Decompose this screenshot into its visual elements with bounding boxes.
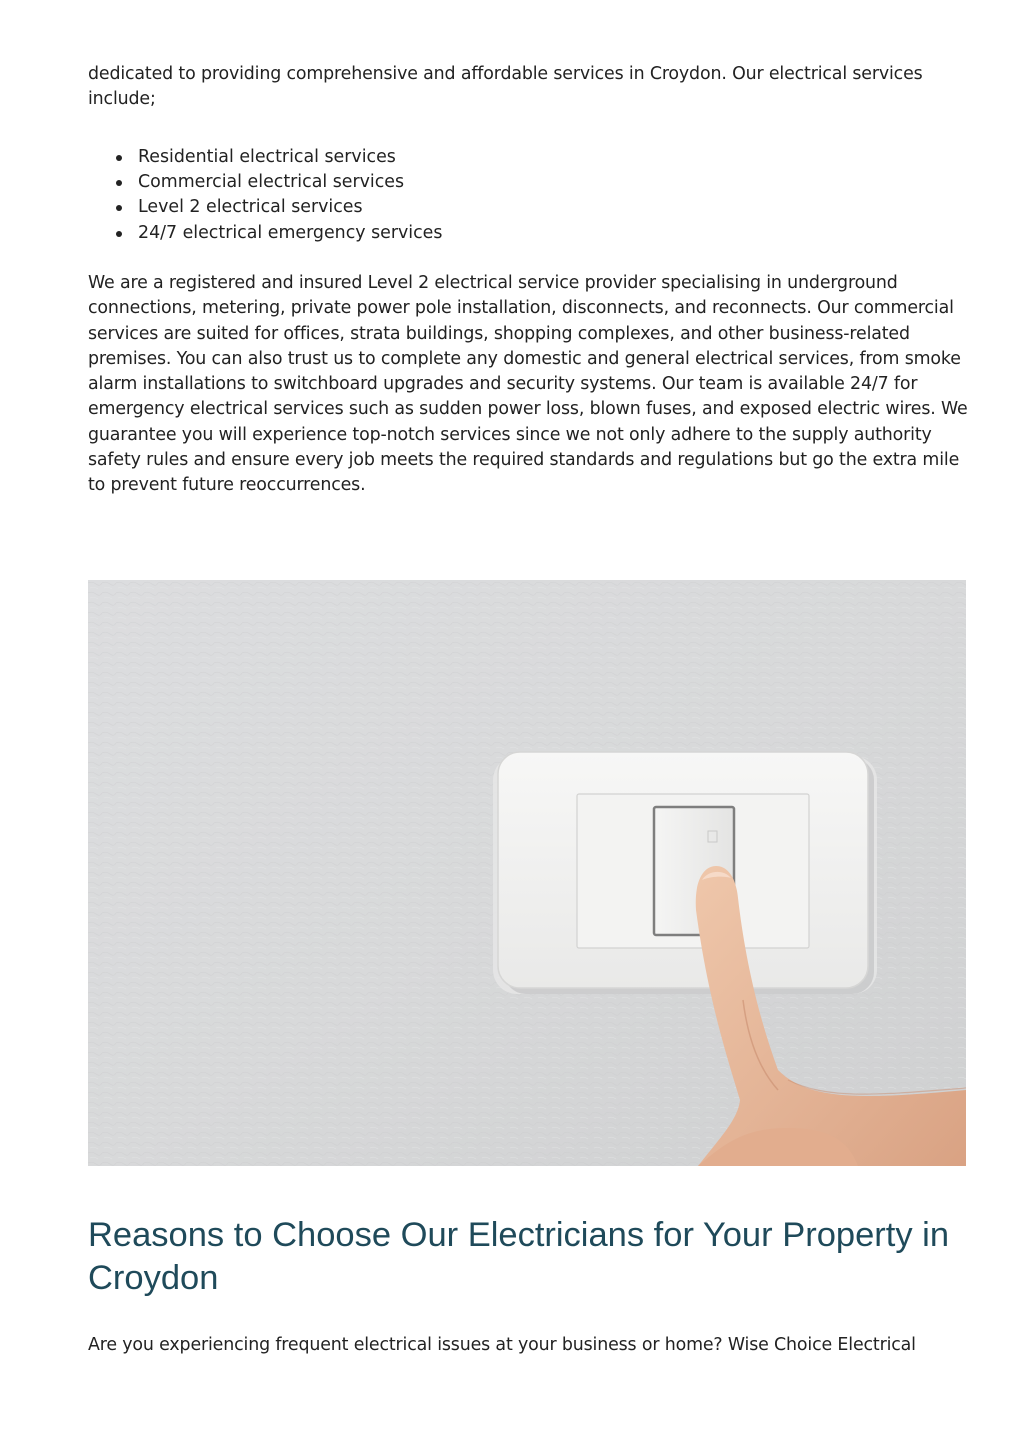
services-description-paragraph: We are a registered and insured Level 2 electrical service provider specialising in underground connections, metering, private power pole installation, disconnects, and reconnects. Our commercial services are suited for offices, strata buildings, shopping complexes, and other business-related premises. You can also trust us to complete any domestic and general electrical services, from smoke alarm installations to switchboard upgrades and security systems. Our team is available 24/7 for emergency electrical services such as sudden power loss, blown fuses, and exposed electric wires. We guarantee you will experience top-notch services since we not only adhere to the supply authority safety rules and ensure every job meets the required standards and regulations but go the extra mile to prevent future reoccurrences. — [88, 273, 968, 496]
intro-paragraph: dedicated to providing comprehensive and affordable services in Croydon. Our electrical services include; — [88, 64, 923, 110]
services-list — [88, 145, 442, 246]
closing-paragraph: Are you experiencing frequent electrical issues at your business or home? Wise Choice Electrical — [88, 1335, 916, 1355]
section-heading: Reasons to Choose Our Electricians for Your Property in Croydon — [88, 1216, 950, 1297]
list-item: 24/7 electrical emergency services — [138, 221, 442, 246]
list-item: Level 2 electrical services — [138, 195, 442, 220]
light-switch-photo — [88, 580, 966, 1166]
list-item: Residential electrical services — [138, 145, 442, 170]
list-item: Commercial electrical services — [138, 170, 442, 195]
